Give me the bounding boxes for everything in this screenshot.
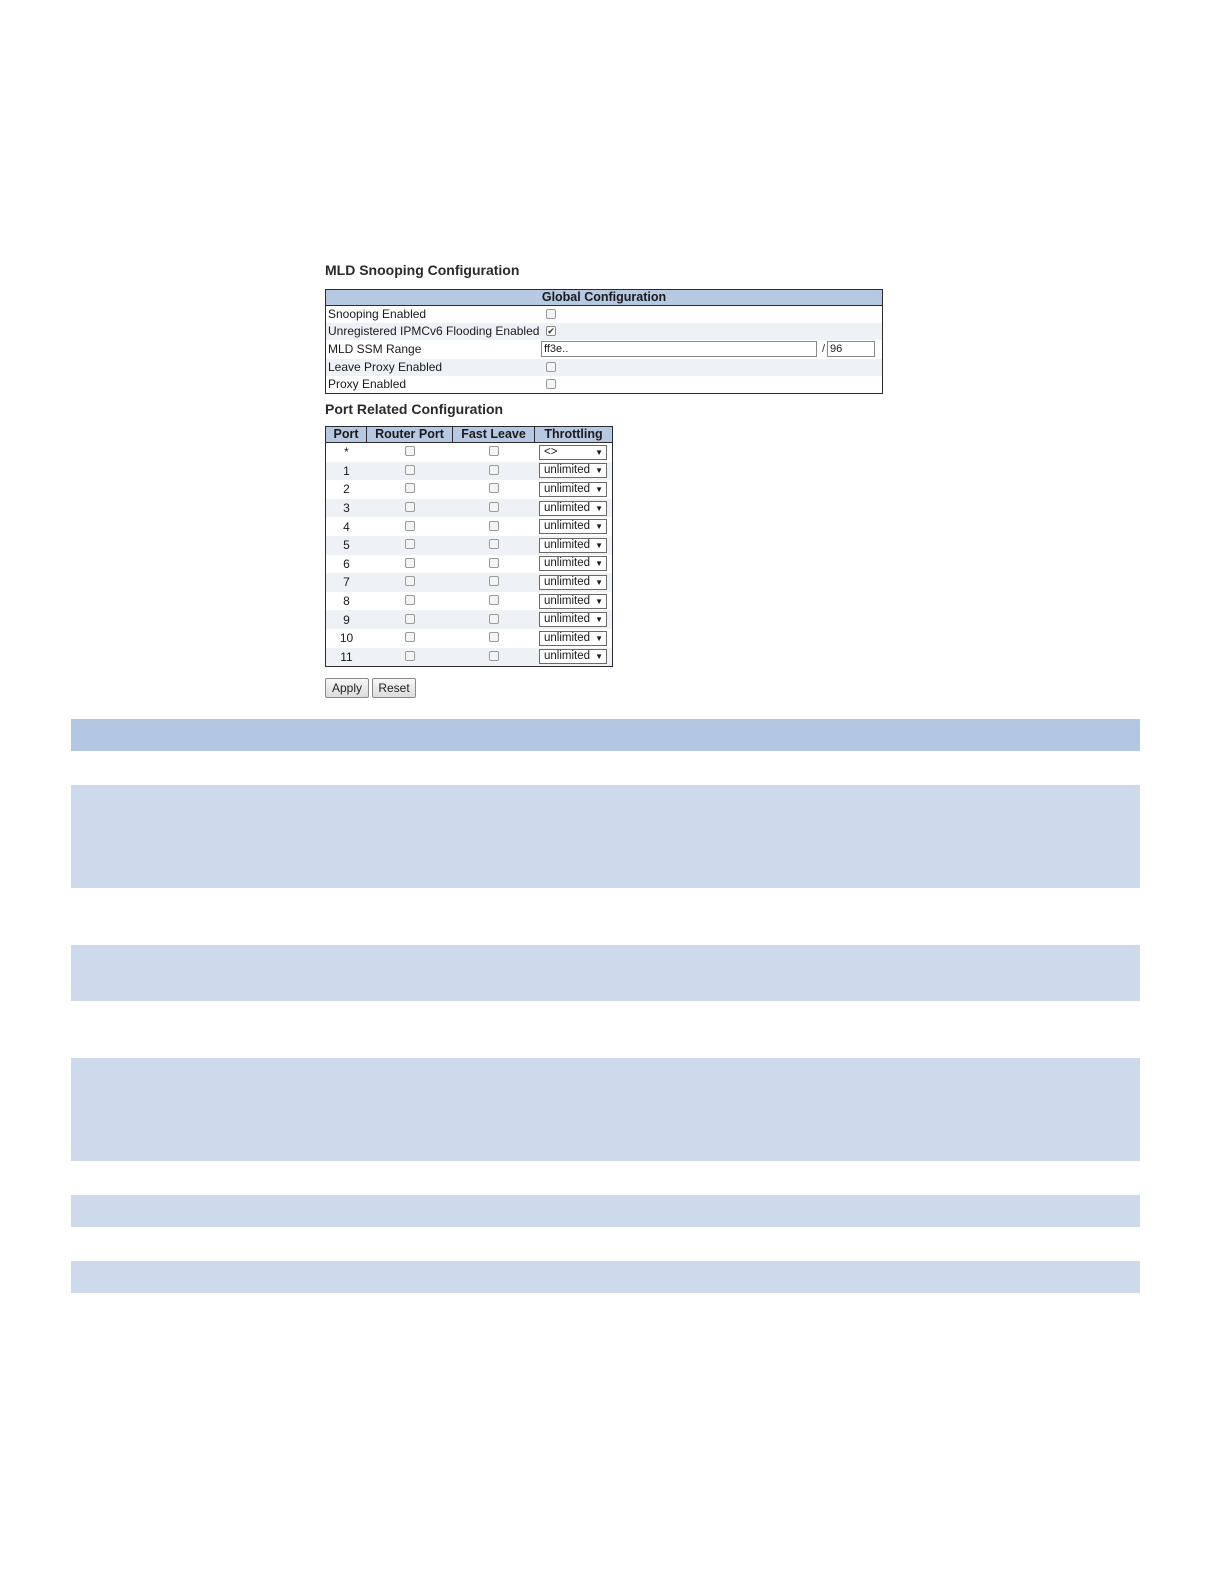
throttling-cell <box>535 538 612 553</box>
throttling-value: unlimited <box>544 613 591 626</box>
throttling-value: unlimited <box>544 631 591 644</box>
dropdown-arrow-icon: ▼ <box>595 447 603 457</box>
throttling-select[interactable] <box>539 556 607 571</box>
throttling-value: unlimited <box>544 594 591 607</box>
column-header-router-port: Router Port <box>367 427 453 442</box>
table-row <box>326 555 612 574</box>
throttling-value: unlimited <box>544 650 591 663</box>
fast-leave-checkbox[interactable] <box>489 465 499 475</box>
router-port-checkbox[interactable] <box>405 632 415 642</box>
router-port-checkbox[interactable] <box>405 521 415 531</box>
port-number: 3 <box>343 501 350 516</box>
snooping-enabled-checkbox[interactable] <box>546 309 556 319</box>
table-row-band <box>71 1195 1140 1227</box>
throttling-cell <box>535 594 612 609</box>
fast-leave-checkbox[interactable] <box>489 614 499 624</box>
dropdown-arrow-icon: ▼ <box>595 559 603 569</box>
dropdown-arrow-icon: ▼ <box>595 484 603 494</box>
throttling-value: <> <box>544 445 558 458</box>
leave-proxy-checkbox[interactable] <box>546 362 556 372</box>
table-row <box>326 480 612 499</box>
fast-leave-checkbox[interactable] <box>489 651 499 661</box>
port-number: 10 <box>339 631 354 646</box>
table-row <box>326 499 612 518</box>
snooping-enabled-label: Snooping Enabled <box>328 307 427 321</box>
router-port-checkbox[interactable] <box>405 595 415 605</box>
throttling-value: unlimited <box>544 482 591 495</box>
ssm-range-row <box>326 340 882 359</box>
port-number: 2 <box>343 482 350 497</box>
port-number: 6 <box>343 556 350 571</box>
router-port-checkbox[interactable] <box>405 576 415 586</box>
throttling-select[interactable] <box>539 501 607 516</box>
throttling-value: unlimited <box>544 464 591 477</box>
fast-leave-checkbox[interactable] <box>489 483 499 493</box>
throttling-cell <box>535 519 612 534</box>
throttling-select[interactable] <box>539 612 607 627</box>
router-port-checkbox[interactable] <box>405 502 415 512</box>
dropdown-arrow-icon: ▼ <box>595 615 603 625</box>
fast-leave-checkbox[interactable] <box>489 502 499 512</box>
unregistered-flooding-checkbox[interactable] <box>546 326 556 336</box>
fast-leave-cell <box>453 594 535 608</box>
fast-leave-cell <box>453 538 535 552</box>
fast-leave-checkbox[interactable] <box>489 632 499 642</box>
table-header-band <box>71 719 1140 751</box>
fast-leave-cell <box>453 557 535 571</box>
leave-proxy-row <box>326 359 882 376</box>
port-number: 9 <box>343 612 350 627</box>
port-number: 4 <box>343 519 350 534</box>
fast-leave-cell <box>453 613 535 627</box>
throttling-cell <box>535 556 612 571</box>
fast-leave-checkbox[interactable] <box>489 576 499 586</box>
router-port-cell <box>367 594 453 608</box>
dropdown-arrow-icon: ▼ <box>595 466 603 476</box>
throttling-select[interactable] <box>539 649 607 664</box>
fast-leave-cell <box>453 650 535 664</box>
table-row <box>326 629 612 648</box>
reset-button[interactable]: Reset <box>372 678 416 698</box>
fast-leave-cell <box>453 482 535 496</box>
table-row-band <box>71 1058 1140 1161</box>
router-port-cell <box>367 631 453 645</box>
ssm-range-label: MLD SSM Range <box>328 342 422 356</box>
router-port-cell <box>367 538 453 552</box>
fast-leave-cell <box>453 520 535 534</box>
table-row <box>326 573 612 592</box>
throttling-select[interactable] <box>539 575 607 590</box>
router-port-checkbox[interactable] <box>405 651 415 661</box>
table-row <box>326 443 612 462</box>
proxy-enabled-row <box>326 376 882 393</box>
throttling-value: unlimited <box>544 538 591 551</box>
dropdown-arrow-icon: ▼ <box>595 652 603 662</box>
router-port-cell <box>367 464 453 478</box>
global-configuration-header: Global Configuration <box>326 290 882 306</box>
router-port-cell <box>367 650 453 664</box>
table-row <box>326 462 612 481</box>
fast-leave-cell <box>453 445 535 459</box>
router-port-checkbox[interactable] <box>405 483 415 493</box>
fast-leave-cell <box>453 501 535 515</box>
ssm-range-separator: / <box>822 343 826 355</box>
port-number: 7 <box>343 575 350 590</box>
router-port-checkbox[interactable] <box>405 539 415 549</box>
dropdown-arrow-icon: ▼ <box>595 522 603 532</box>
throttling-cell <box>535 631 612 646</box>
throttling-select[interactable] <box>539 594 607 609</box>
unregistered-flooding-row <box>326 323 882 340</box>
router-port-cell <box>367 520 453 534</box>
throttling-cell <box>535 501 612 516</box>
fast-leave-checkbox[interactable] <box>489 521 499 531</box>
port-number: 5 <box>343 538 350 553</box>
router-port-cell <box>367 557 453 571</box>
router-port-checkbox[interactable] <box>405 614 415 624</box>
throttling-cell <box>535 649 612 664</box>
throttling-value: unlimited <box>544 557 591 570</box>
ssm-prefix-input[interactable]: 96 <box>827 341 875 357</box>
router-port-checkbox[interactable] <box>405 558 415 568</box>
port-number: 8 <box>343 594 350 609</box>
apply-button[interactable]: Apply <box>325 678 369 698</box>
throttling-value: unlimited <box>544 575 591 588</box>
fast-leave-cell <box>453 631 535 645</box>
dropdown-arrow-icon: ▼ <box>595 540 603 550</box>
router-port-checkbox[interactable] <box>405 465 415 475</box>
proxy-enabled-checkbox[interactable] <box>546 379 556 389</box>
table-row <box>326 536 612 555</box>
port-number: 11 <box>340 649 353 664</box>
fast-leave-cell <box>453 464 535 478</box>
router-port-cell <box>367 482 453 496</box>
dropdown-arrow-icon: ▼ <box>595 577 603 587</box>
throttling-cell <box>535 612 612 627</box>
throttling-cell <box>535 463 612 478</box>
throttling-cell <box>535 445 612 460</box>
port-configuration-table <box>325 426 613 667</box>
fast-leave-cell <box>453 575 535 589</box>
throttling-select[interactable] <box>539 482 607 497</box>
leave-proxy-label: Leave Proxy Enabled <box>328 360 443 374</box>
table-row <box>326 592 612 611</box>
fast-leave-checkbox[interactable] <box>489 558 499 568</box>
global-configuration-table <box>325 289 883 394</box>
router-port-cell <box>367 501 453 515</box>
dropdown-arrow-icon: ▼ <box>595 503 603 513</box>
unregistered-flooding-label: Unregistered IPMCv6 Flooding Enabled <box>328 324 540 338</box>
throttling-select[interactable] <box>539 538 607 553</box>
table-row-band <box>71 785 1140 888</box>
throttling-cell <box>535 482 612 497</box>
throttling-value: unlimited <box>544 520 591 533</box>
column-header-fast-leave: Fast Leave <box>453 427 535 442</box>
router-port-checkbox[interactable] <box>405 446 415 456</box>
column-header-port: Port <box>326 427 367 442</box>
port-section-title: Port Related Configuration <box>325 401 504 417</box>
port-table-header <box>326 427 612 443</box>
column-header-throttling: Throttling <box>544 427 603 441</box>
fast-leave-checkbox[interactable] <box>489 539 499 549</box>
table-row-band <box>71 1261 1140 1293</box>
throttling-cell <box>535 575 612 590</box>
ssm-range-input[interactable]: ff3e.. <box>541 341 817 357</box>
table-row <box>326 648 612 667</box>
throttling-select[interactable] <box>539 463 607 478</box>
fast-leave-checkbox[interactable] <box>489 446 499 456</box>
router-port-cell <box>367 445 453 459</box>
router-port-cell <box>367 613 453 627</box>
page-title: MLD Snooping Configuration <box>325 262 520 278</box>
fast-leave-checkbox[interactable] <box>489 595 499 605</box>
router-port-cell <box>367 575 453 589</box>
throttling-select[interactable] <box>539 631 607 646</box>
port-number: * <box>344 445 349 460</box>
table-row-band <box>71 945 1140 1001</box>
proxy-enabled-label: Proxy Enabled <box>328 377 407 391</box>
dropdown-arrow-icon: ▼ <box>595 596 603 606</box>
table-row <box>326 610 612 629</box>
throttling-select[interactable] <box>539 445 607 460</box>
throttling-value: unlimited <box>544 501 591 514</box>
table-row <box>326 517 612 536</box>
snooping-enabled-row <box>326 306 882 323</box>
port-number: 1 <box>343 463 350 478</box>
throttling-select[interactable] <box>539 519 607 534</box>
dropdown-arrow-icon: ▼ <box>595 633 603 643</box>
